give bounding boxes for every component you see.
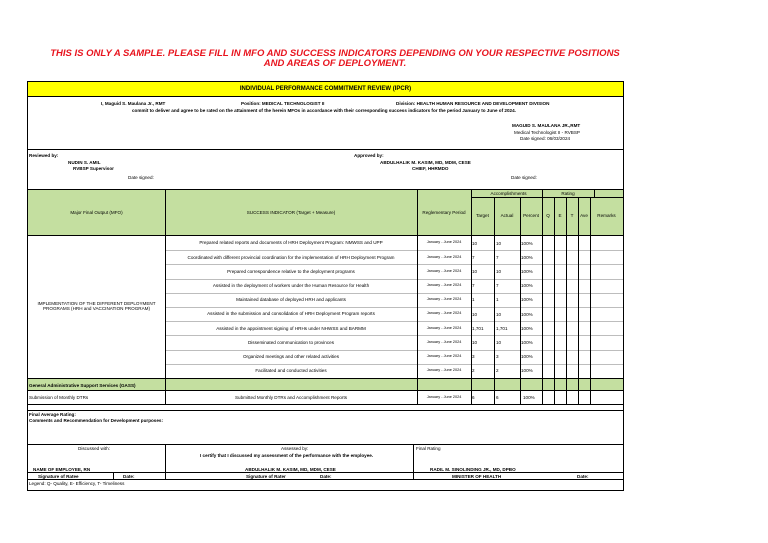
final-average-label: Final Average Rating:	[29, 412, 76, 417]
header-mfo: Major Final Output (MFO)	[70, 209, 123, 215]
gass-period: January - June 2024	[426, 394, 462, 399]
header-period: Reglementary Period	[422, 209, 466, 215]
percent-cell: 100%	[521, 254, 533, 260]
signature-rater-label: Signature of Rater	[246, 474, 286, 479]
target-cell: 10	[472, 268, 478, 274]
employee-division-line: Division: HEALTH HUMAN RESOURCE AND DEVELOPMENT DIVISION	[396, 101, 550, 106]
target-cell: 7	[472, 283, 475, 289]
header-e: E	[558, 213, 562, 219]
actual-cell: 1,701	[496, 325, 508, 331]
indicator-cell: Maintained database of deployed HRH and applicants	[236, 297, 346, 303]
commitment-statement: commit to deliver and agree to be rated on the attainment of the herein MFOs in accordance with their corresponding success indicators for the period January to June of 2024.	[132, 108, 516, 113]
percent-cell: 100%	[521, 268, 533, 274]
target-cell: 10	[472, 311, 478, 317]
reviewer-title: RVBSP Supervisor	[73, 166, 114, 171]
mfo-label: IMPLEMENTATION OF THE DIFFERENT DEPLOYMENT PROGRAMS (HRH and VACCINATION PROGRAM)	[37, 300, 156, 311]
gass-label: General Administrative Support Services (GASS)	[28, 378, 623, 391]
percent-cell: 100%	[521, 354, 533, 360]
actual-cell: 10	[496, 268, 502, 274]
approver-title: CHIEF, HHRMDO	[412, 166, 449, 171]
approved-by-label: Approved by:	[354, 153, 384, 158]
indicator-cell: Disseminated communication to provinces	[247, 339, 335, 345]
signer-position: Medical Technologist II - RVBSP	[514, 130, 580, 135]
gass-indicator: Submitted Monthly DTRs and Accomplishment Reports	[234, 394, 348, 400]
gass-percent: 100%	[523, 395, 535, 400]
actual-cell: 10	[496, 339, 502, 345]
indicator-cell: Assisted in the submission and consolidation of HRH Deployment Program reports	[207, 311, 375, 317]
certify-statement: I certify that I discussed my assessment of the performance with the employee.	[200, 453, 374, 458]
final-rating-label: Final Rating	[416, 446, 441, 451]
indicator-cell: Prepared correspondence relative to the deployment programs	[227, 268, 355, 274]
header-percent: Percent	[523, 213, 539, 219]
employee-name: NAME OF EMPLOYEE, RN	[33, 467, 91, 472]
minister-label: MINISTER OF HEALTH	[452, 474, 502, 479]
rater-name: ABDULHALIK M. KASIM, MD, MDM, CESE	[245, 467, 336, 472]
indicator-cell: Prepared related reports and documents of HRH Deployment Program: NMWSS and UPP	[199, 240, 383, 246]
date-label-3: Date:	[577, 474, 589, 479]
target-cell: 1	[472, 297, 475, 303]
reviewer-date: Date signed:	[128, 175, 154, 180]
actual-cell: 10	[496, 240, 502, 246]
sample-notice: THIS IS ONLY A SAMPLE. PLEASE FILL IN MFO AND SUCCESS INDICATORS DEPENDING ON YOUR RESPECTIVE POSITIONS AND AREAS OF DEPLOYMENT.	[50, 48, 620, 69]
indicator-cell: Coordinated with different provincial coordination for the implementation of HRH Deployment Program	[187, 254, 395, 260]
reviewed-by-label: Reviewed by:	[29, 153, 59, 158]
target-cell: 2	[472, 368, 475, 374]
period-cell: January - June 2024	[426, 311, 462, 316]
period-cell: January - June 2024	[426, 240, 462, 245]
header-ave: Ave	[580, 213, 588, 219]
percent-cell: 100%	[521, 368, 533, 374]
target-cell: 10	[472, 339, 478, 345]
percent-cell: 100%	[521, 297, 533, 303]
indicator-cell: Assisted in the appointment signing of HRHs under NHWSS and BARMM	[216, 325, 366, 331]
divider	[28, 96, 623, 97]
percent-cell: 100%	[521, 339, 533, 345]
approver-name: ABDULHALIK M. KASIM, MD, MDM, CESE	[380, 160, 471, 165]
header-remarks: Remarks	[597, 213, 616, 219]
percent-cell: 100%	[521, 240, 533, 246]
target-cell: 3	[472, 354, 475, 360]
target-cell: 1,701	[472, 325, 484, 331]
target-cell: 7	[472, 254, 475, 260]
actual-cell: 7	[496, 283, 499, 289]
date-signed: Date signed: 06/03/2024	[520, 136, 571, 141]
actual-cell: 1	[496, 297, 499, 303]
discussed-with-label: Discussed with:	[78, 446, 110, 451]
ipcr-title: INDIVIDUAL PERFORMANCE COMMITMENT REVIEW (IPCR)	[28, 82, 623, 97]
actual-cell: 2	[496, 368, 499, 374]
period-cell: January - June 2024	[426, 297, 462, 302]
approver-date: Date signed:	[511, 175, 537, 180]
percent-cell: 100%	[521, 283, 533, 289]
header-target: Target	[476, 213, 489, 219]
date-label-2: Date:	[320, 474, 332, 479]
gass-mfo: Submission of Monthly DTRs	[29, 395, 89, 400]
period-cell: January - June 2024	[426, 282, 462, 287]
period-cell: January - June 2024	[426, 353, 462, 358]
comments-label: Comments and Recommendation for Development purposes:	[29, 418, 164, 423]
period-cell: January - June 2024	[426, 339, 462, 344]
legend: Legend: Q- Quality, E- Efficiency, T- Timeliness	[29, 481, 125, 486]
employee-name-line: I, Maguid S. Maulana Jr., RMT	[101, 101, 166, 106]
target-cell: 10	[472, 240, 478, 246]
header-q: Q	[546, 213, 550, 219]
period-cell: January - June 2024	[426, 268, 462, 273]
divider	[28, 149, 623, 150]
signature-ratee-label: Signature of Ratee	[38, 474, 79, 479]
date-label-1: Date:	[123, 474, 135, 479]
period-cell: January - June 2024	[426, 254, 462, 259]
signer-name: MAGUID S. MAULANA JR.,RMT	[512, 123, 581, 128]
header-accomplishments: Accomplishments	[490, 190, 527, 196]
header-rating: Rating	[561, 190, 575, 196]
assessed-by-label: Assessed by:	[281, 446, 309, 451]
percent-cell: 100%	[521, 311, 533, 317]
header-indicator: SUCCESS INDICATOR (Target + Measure)	[246, 209, 336, 215]
employee-position-line: Position: MEDICAL TECHNOLOGIST II	[241, 101, 325, 106]
indicator-cell: Assisted in the deployment of workers under the Human Resource for Health	[212, 282, 370, 288]
period-cell: January - June 2024	[426, 325, 462, 330]
header-t: T	[570, 213, 574, 219]
percent-cell: 100%	[521, 325, 533, 331]
final-approver-name: RADIL M. SINOLINDING JR., MD, DPBO	[430, 467, 516, 472]
gass-target: 6	[472, 395, 475, 400]
actual-cell: 7	[496, 254, 499, 260]
period-cell: January - June 2024	[426, 368, 462, 373]
actual-cell: 10	[496, 311, 502, 317]
reviewer-name: NUDIN S. AMIL	[68, 160, 101, 165]
indicator-cell: Facilitated and conducted activities	[255, 368, 327, 374]
indicator-cell: Organized meetings and other related activities	[242, 353, 339, 359]
ipcr-sheet	[27, 81, 624, 491]
header-actual: Actual	[500, 213, 514, 219]
actual-cell: 3	[496, 354, 499, 360]
gass-actual: 6	[496, 395, 499, 400]
